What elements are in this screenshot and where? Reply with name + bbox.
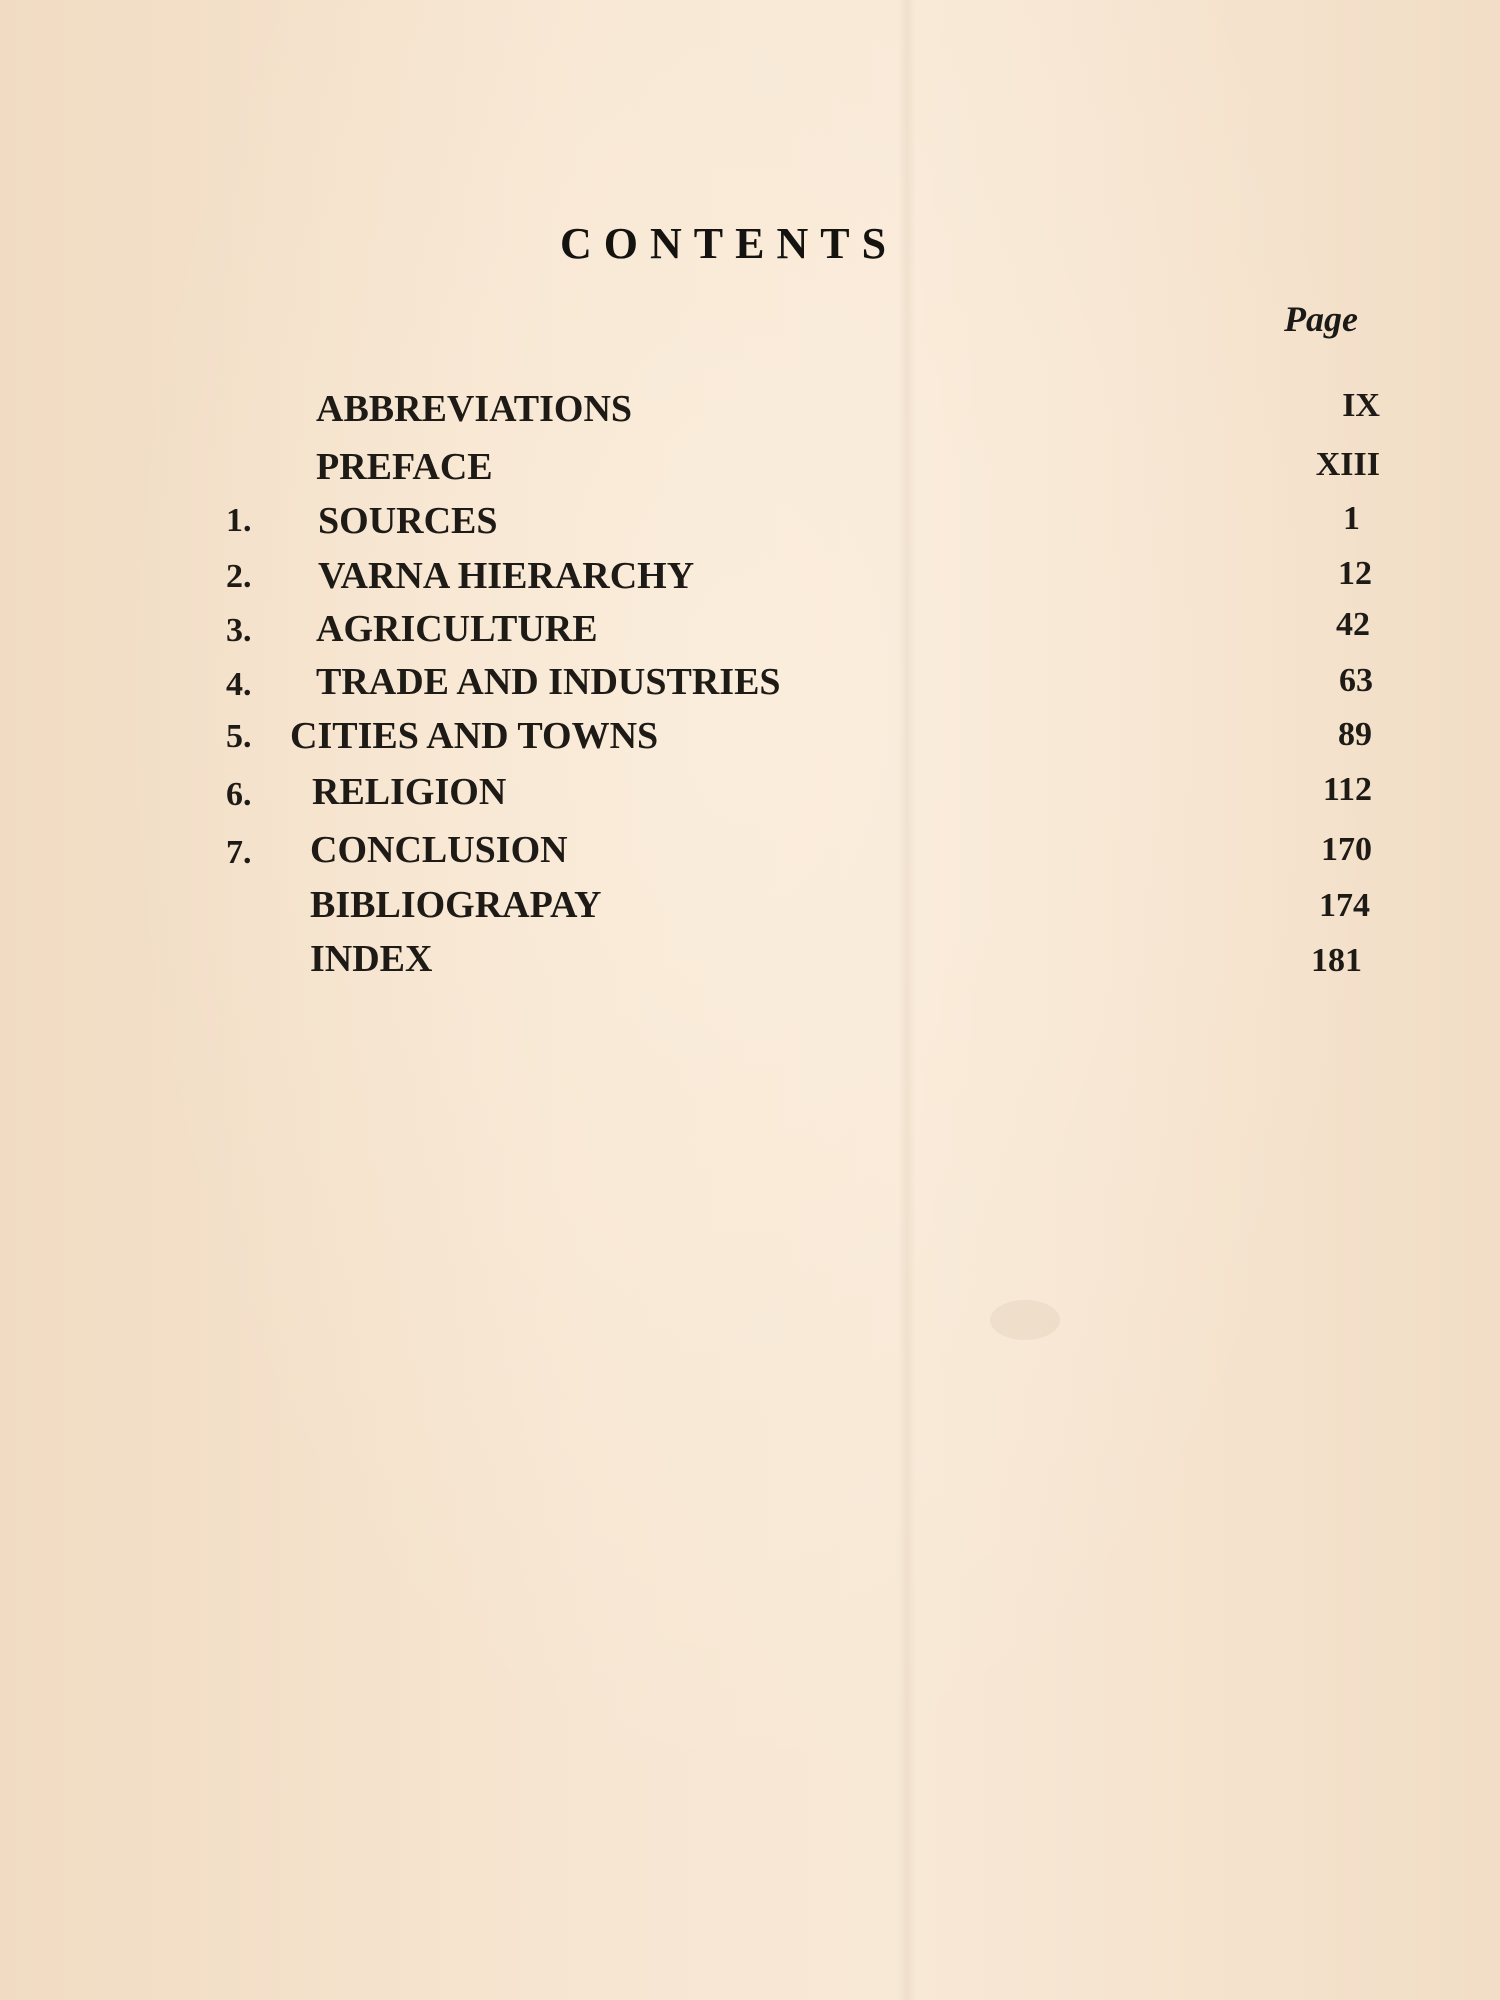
toc-entry-title-index: INDEX bbox=[310, 938, 433, 980]
toc-entry-page-religion: 112 bbox=[1322, 771, 1372, 808]
toc-entry-title-trade-and-industries: TRADE AND INDUSTRIES bbox=[316, 661, 781, 703]
toc-entry-title-religion: RELIGION bbox=[312, 771, 507, 813]
toc-entry-page-index: 181 bbox=[1311, 942, 1362, 979]
toc-entry-number-sources: 1. bbox=[226, 502, 252, 539]
toc-entry-number-trade-and-industries: 4. bbox=[226, 666, 252, 703]
toc-entry-page-preface: XIII bbox=[1315, 446, 1380, 483]
toc-entry-title-cities-and-towns: CITIES AND TOWNS bbox=[290, 715, 659, 757]
toc-entry-title-agriculture: AGRICULTURE bbox=[316, 608, 598, 650]
toc-entry-title-preface: PREFACE bbox=[316, 446, 493, 488]
toc-entry-page-abbreviations: IX bbox=[1342, 387, 1380, 424]
toc-entry-title-varna-hierarchy: VARNA HIERARCHY bbox=[318, 555, 695, 597]
toc-entry-number-conclusion: 7. bbox=[226, 834, 252, 871]
toc-entry-page-bibliograpay: 174 bbox=[1319, 887, 1370, 924]
toc-entry-title-bibliograpay: BIBLIOGRAPAY bbox=[310, 884, 602, 926]
toc-entry-number-agriculture: 3. bbox=[226, 612, 252, 649]
toc-entry-number-cities-and-towns: 5. bbox=[226, 718, 252, 755]
toc-entry-page-trade-and-industries: 63 bbox=[1339, 662, 1373, 699]
page-column-label: Page bbox=[1284, 299, 1358, 339]
page-fold-shadow bbox=[898, 0, 916, 2000]
contents-title: CONTENTS bbox=[560, 219, 899, 268]
toc-entry-page-sources: 1 bbox=[1343, 500, 1360, 537]
toc-entry-page-cities-and-towns: 89 bbox=[1338, 716, 1372, 753]
paper-smudge bbox=[990, 1300, 1060, 1340]
toc-entry-title-abbreviations: ABBREVIATIONS bbox=[316, 388, 633, 430]
toc-entry-title-sources: SOURCES bbox=[318, 500, 498, 542]
toc-entry-page-varna-hierarchy: 12 bbox=[1338, 555, 1372, 592]
toc-entry-title-conclusion: CONCLUSION bbox=[310, 829, 568, 871]
toc-entry-number-religion: 6. bbox=[226, 776, 252, 813]
toc-entry-number-varna-hierarchy: 2. bbox=[226, 558, 252, 595]
toc-entry-page-conclusion: 170 bbox=[1321, 831, 1372, 868]
toc-entry-page-agriculture: 42 bbox=[1336, 606, 1370, 643]
